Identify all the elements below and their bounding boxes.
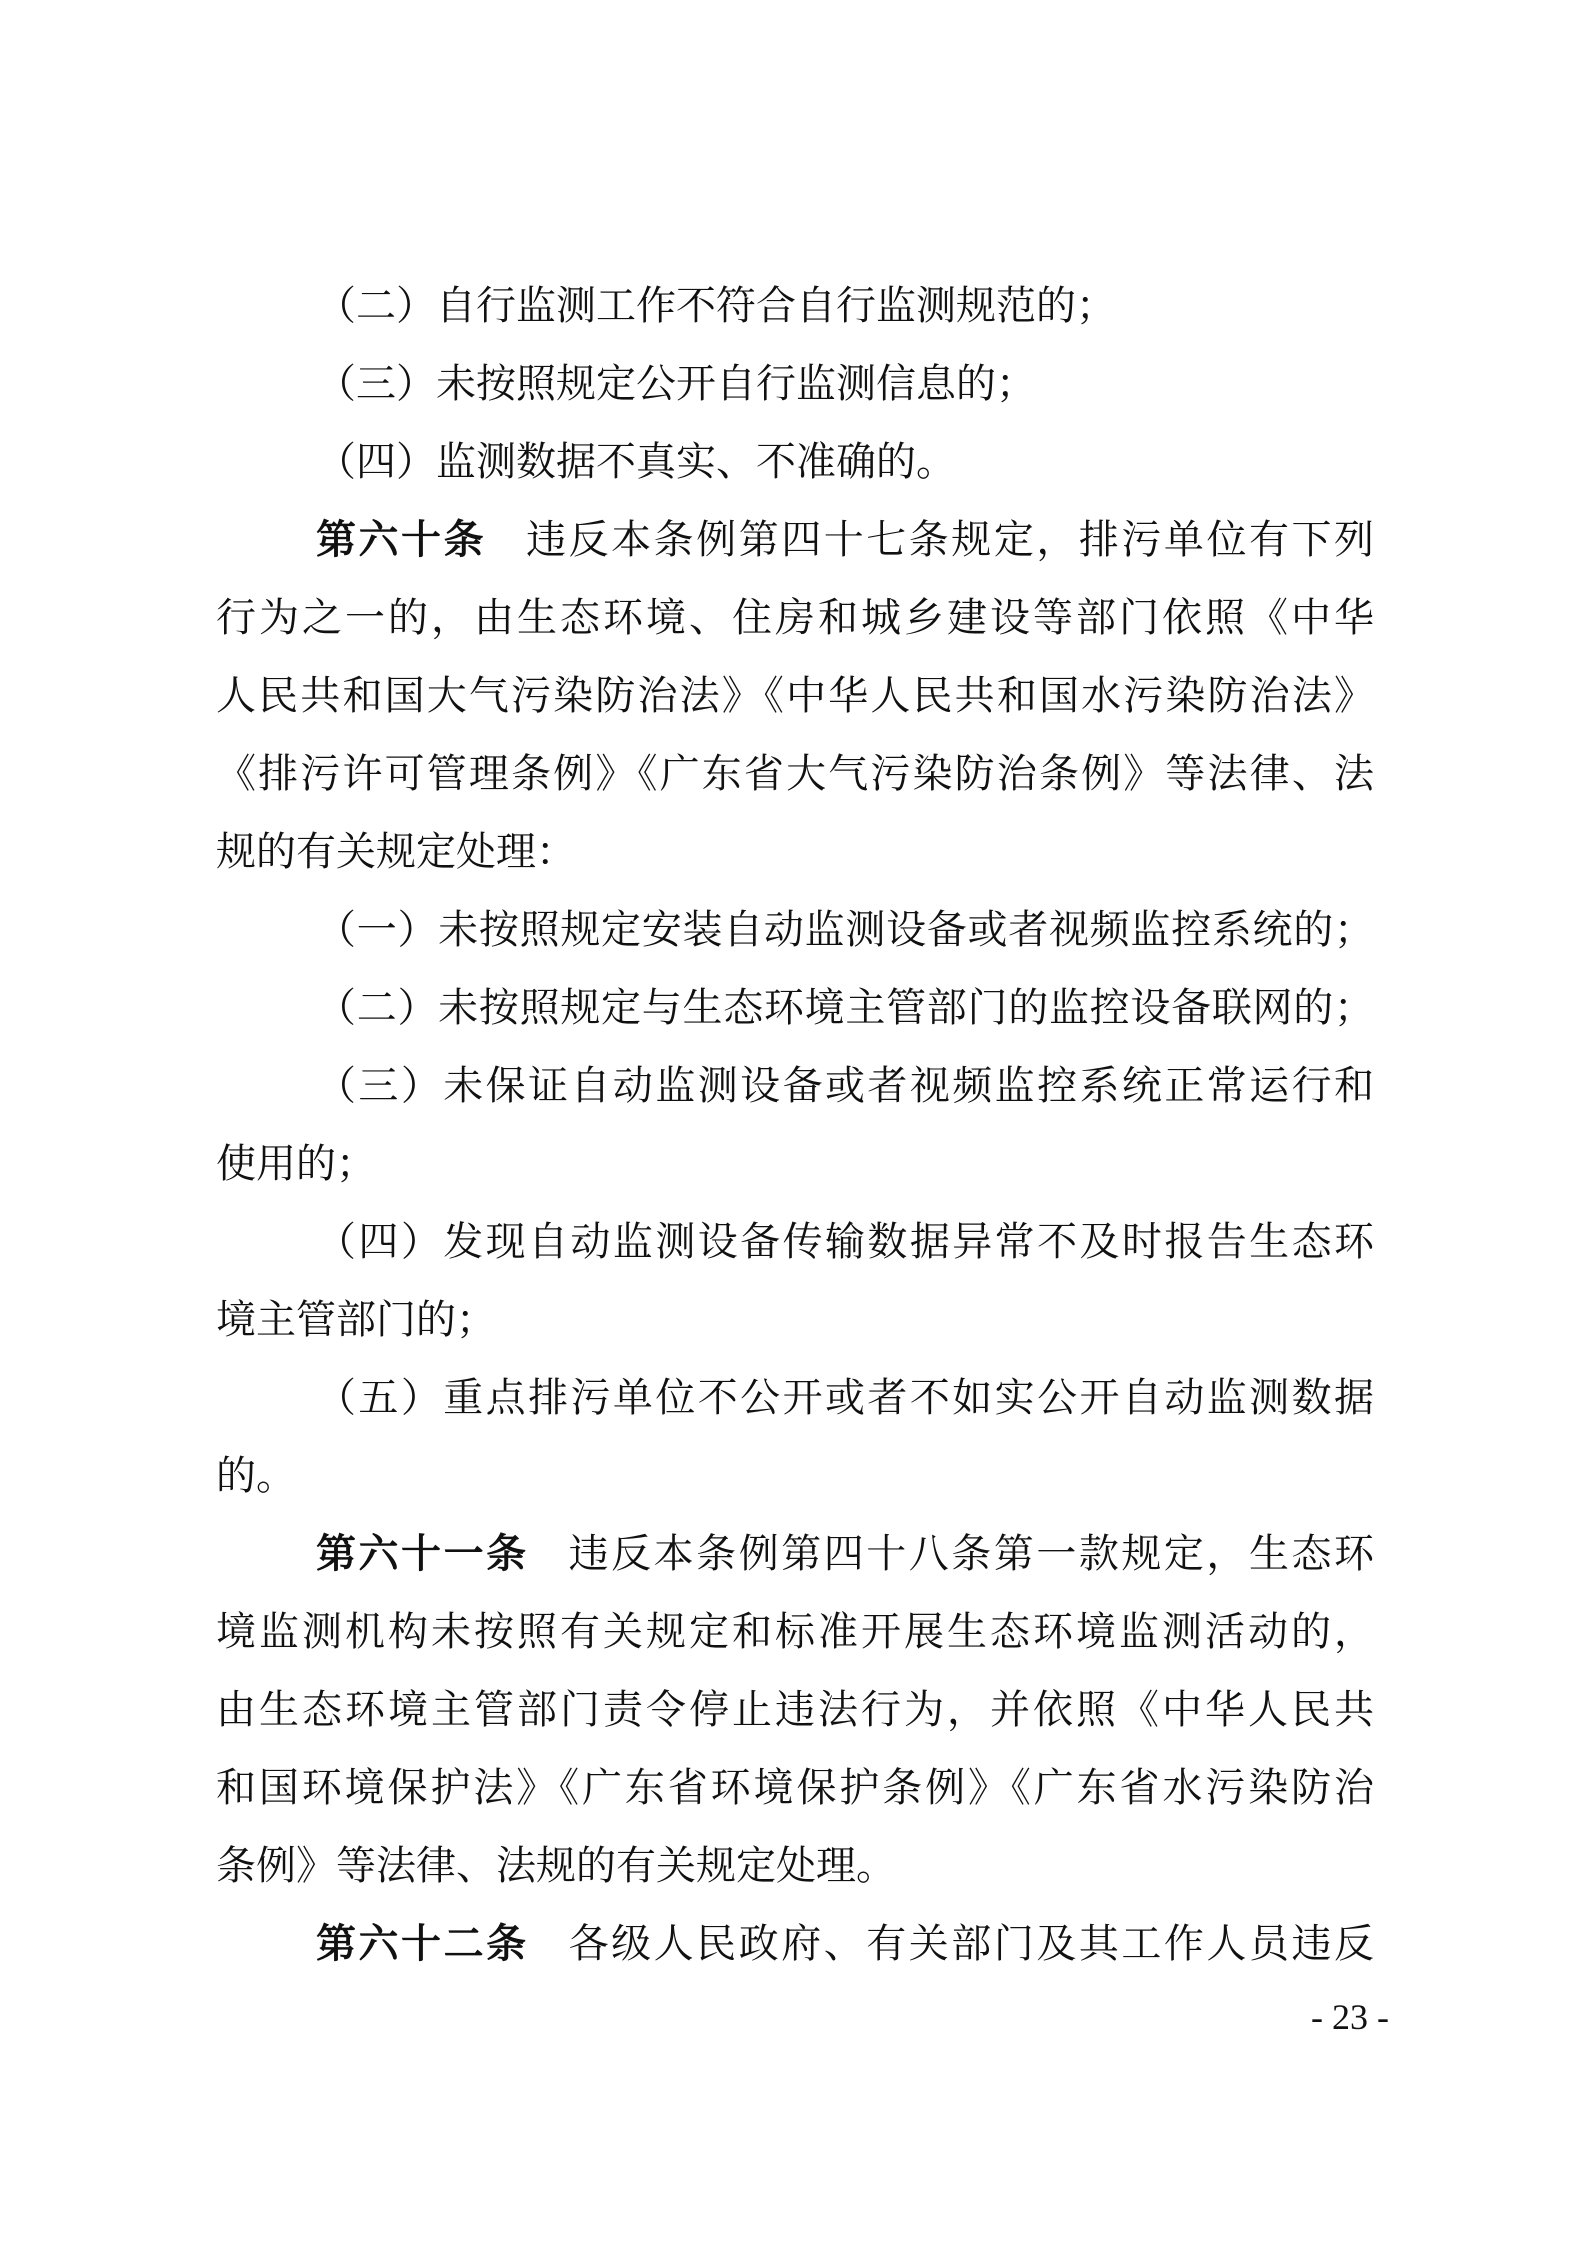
text-line-13: （四）发现自动监测设备传输数据异常不及时报告生态环 [316,1219,1374,1265]
text-line-22: 各级人民政府、有关部门及其工作人员违反 [568,1921,1375,1967]
text-line-20: 和国环境保护法》《广东省环境保护条例》《广东省水污染防治 [216,1765,1374,1811]
text-line-19: 由生态环境主管部门责令停止违法行为，并依照《中华人民共 [216,1687,1374,1733]
article-61-first-line [216,1516,1374,1592]
text-line-16: 的。 [216,1453,296,1499]
text-line-5: 行为之一的，由生态环境、住房和城乡建设等部门依照《中华 [216,595,1374,641]
text-line-7: 《排污许可管理条例》《广东省大气污染防治条例》等法律、法 [216,751,1374,797]
text-line-17: 违反本条例第四十八条第一款规定，生态环 [568,1531,1375,1577]
article-62-first-line [216,1906,1374,1982]
text-line-1: （二）自行监测工作不符合自行监测规范的； [316,283,1116,329]
text-line-6: 人民共和国大气污染防治法》《中华人民共和国水污染防治法》 [216,673,1374,719]
article-60-first-line [216,502,1374,578]
text-line-2: （三）未按照规定公开自行监测信息的； [316,361,1036,407]
text-line-11: （三）未保证自动监测设备或者视频监控系统正常运行和 [316,1063,1374,1109]
text-line-21: 条例》等法律、法规的有关规定处理。 [216,1843,896,1889]
text-line-3: （四）监测数据不真实、不准确的。 [316,439,956,485]
article-62-title: 第六十二条 [316,1921,529,1967]
text-line-8: 规的有关规定处理： [216,829,576,875]
article-61-title: 第六十一条 [316,1531,529,1577]
text-line-9: （一）未按照规定安装自动监测设备或者视频监控系统的； [316,907,1374,953]
text-line-4: 违反本条例第四十七条规定，排污单位有下列 [526,517,1375,563]
text-line-10: （二）未按照规定与生态环境主管部门的监控设备联网的； [316,985,1374,1031]
page-number: - 23 - [1311,1997,1389,2037]
text-line-18: 境监测机构未按照有关规定和标准开展生态环境监测活动的， [216,1609,1374,1655]
text-line-14: 境主管部门的； [216,1297,496,1343]
text-line-15: （五）重点排污单位不公开或者不如实公开自动监测数据 [316,1375,1374,1421]
text-line-12: 使用的； [216,1141,376,1187]
article-60-title: 第六十条 [316,517,487,563]
